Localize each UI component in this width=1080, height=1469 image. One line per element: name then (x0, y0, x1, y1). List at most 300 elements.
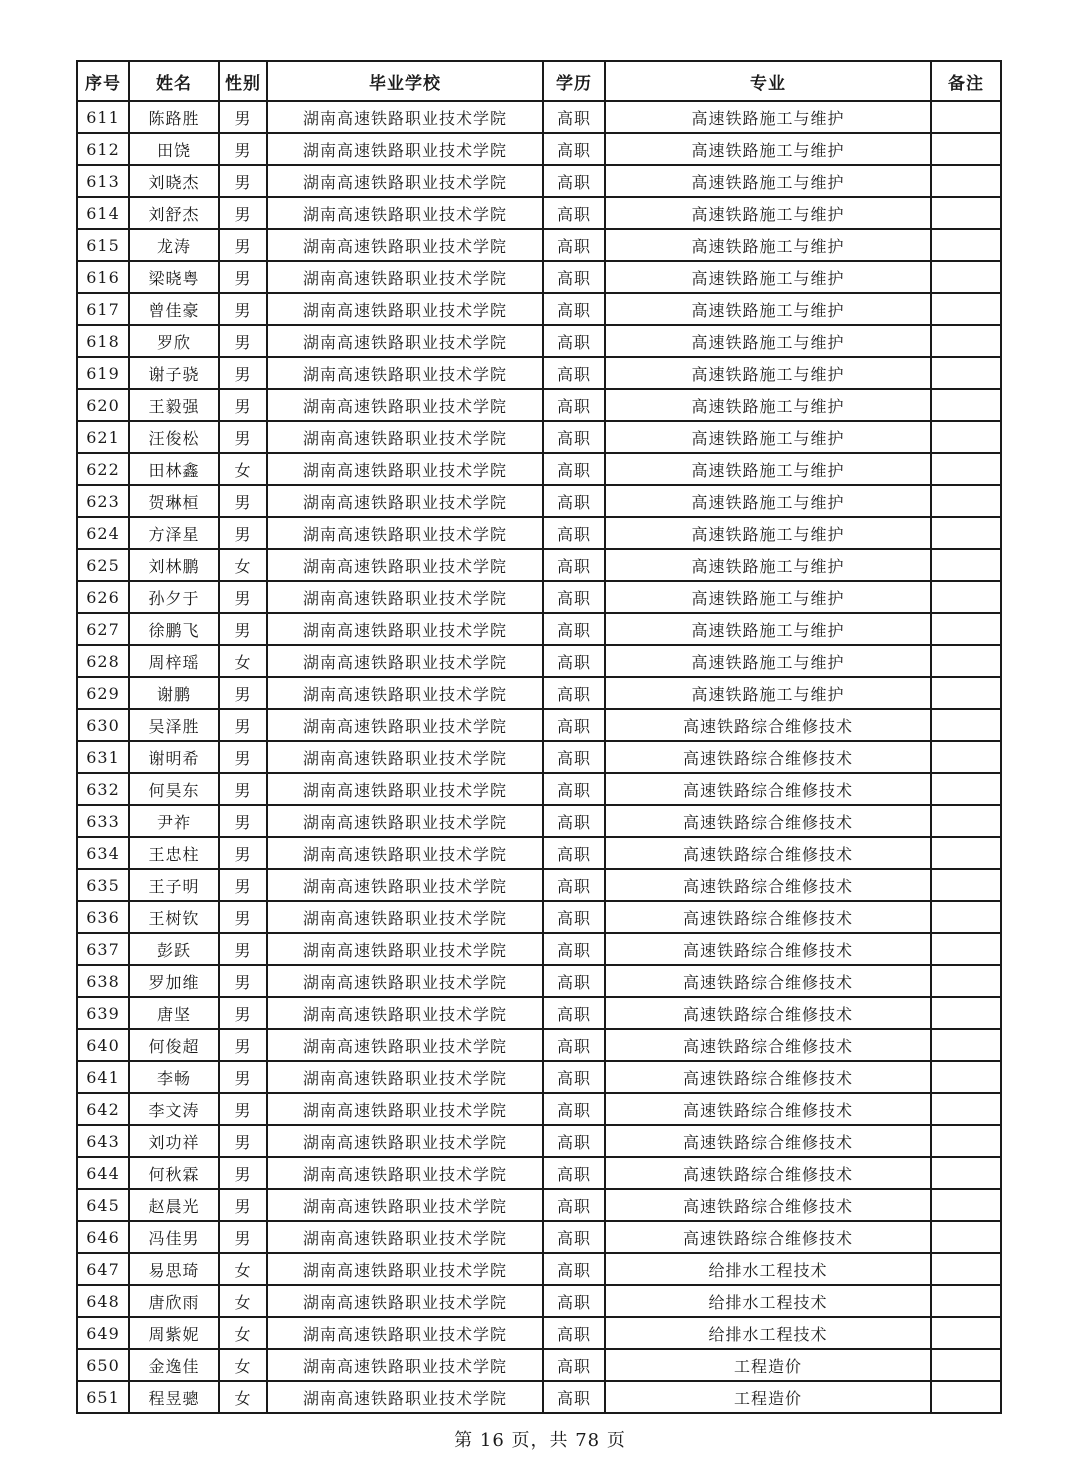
cell-major: 高速铁路综合维修技术 (605, 1157, 931, 1189)
cell-serial: 634 (77, 837, 129, 869)
header-serial: 序号 (77, 61, 129, 101)
cell-school: 湖南高速铁路职业技术学院 (267, 773, 543, 805)
cell-major: 高速铁路施工与维护 (605, 613, 931, 645)
cell-gender: 男 (219, 197, 267, 229)
cell-name: 罗欣 (129, 325, 219, 357)
cell-major: 给排水工程技术 (605, 1317, 931, 1349)
cell-name: 赵晨光 (129, 1189, 219, 1221)
table-row (77, 677, 1001, 709)
table-row (77, 709, 1001, 741)
cell-name: 周梓瑶 (129, 645, 219, 677)
cell-remarks (931, 677, 1001, 709)
cell-school: 湖南高速铁路职业技术学院 (267, 1189, 543, 1221)
cell-name: 刘林鹏 (129, 549, 219, 581)
cell-serial: 614 (77, 197, 129, 229)
cell-name: 曾佳豪 (129, 293, 219, 325)
cell-remarks (931, 933, 1001, 965)
table-header-row (77, 61, 1001, 101)
cell-major: 高速铁路综合维修技术 (605, 741, 931, 773)
cell-education: 高职 (543, 293, 605, 325)
cell-name: 王树钦 (129, 901, 219, 933)
cell-education: 高职 (543, 1285, 605, 1317)
cell-school: 湖南高速铁路职业技术学院 (267, 1317, 543, 1349)
cell-major: 高速铁路施工与维护 (605, 293, 931, 325)
cell-major: 高速铁路施工与维护 (605, 645, 931, 677)
table-row (77, 837, 1001, 869)
cell-school: 湖南高速铁路职业技术学院 (267, 1029, 543, 1061)
cell-gender: 男 (219, 389, 267, 421)
cell-school: 湖南高速铁路职业技术学院 (267, 1349, 543, 1381)
cell-gender: 女 (219, 453, 267, 485)
table-row (77, 293, 1001, 325)
table-row (77, 1157, 1001, 1189)
table-row (77, 1381, 1001, 1413)
cell-education: 高职 (543, 901, 605, 933)
header-remarks: 备注 (931, 61, 1001, 101)
cell-school: 湖南高速铁路职业技术学院 (267, 581, 543, 613)
table-row (77, 261, 1001, 293)
cell-serial: 637 (77, 933, 129, 965)
table-row (77, 229, 1001, 261)
cell-major: 高速铁路施工与维护 (605, 133, 931, 165)
page-number: 第 16 页，共 78 页 (454, 1430, 626, 1451)
cell-education: 高职 (543, 1157, 605, 1189)
cell-education: 高职 (543, 869, 605, 901)
cell-major: 高速铁路施工与维护 (605, 549, 931, 581)
cell-major: 高速铁路施工与维护 (605, 389, 931, 421)
cell-major: 高速铁路综合维修技术 (605, 901, 931, 933)
cell-serial: 638 (77, 965, 129, 997)
cell-serial: 625 (77, 549, 129, 581)
cell-name: 罗加维 (129, 965, 219, 997)
cell-school: 湖南高速铁路职业技术学院 (267, 453, 543, 485)
cell-name: 唐欣雨 (129, 1285, 219, 1317)
cell-name: 彭跃 (129, 933, 219, 965)
cell-serial: 648 (77, 1285, 129, 1317)
cell-remarks (931, 133, 1001, 165)
cell-education: 高职 (543, 133, 605, 165)
cell-remarks (931, 1029, 1001, 1061)
cell-school: 湖南高速铁路职业技术学院 (267, 357, 543, 389)
cell-gender: 男 (219, 837, 267, 869)
cell-name: 尹祚 (129, 805, 219, 837)
cell-education: 高职 (543, 229, 605, 261)
cell-major: 高速铁路施工与维护 (605, 677, 931, 709)
table-row (77, 1349, 1001, 1381)
cell-remarks (931, 1285, 1001, 1317)
cell-name: 王忠柱 (129, 837, 219, 869)
cell-school: 湖南高速铁路职业技术学院 (267, 869, 543, 901)
cell-major: 工程造价 (605, 1349, 931, 1381)
cell-major: 高速铁路施工与维护 (605, 165, 931, 197)
cell-major: 高速铁路施工与维护 (605, 229, 931, 261)
table-row (77, 1285, 1001, 1317)
cell-gender: 男 (219, 293, 267, 325)
cell-name: 王毅强 (129, 389, 219, 421)
cell-major: 高速铁路施工与维护 (605, 421, 931, 453)
cell-serial: 628 (77, 645, 129, 677)
cell-remarks (931, 709, 1001, 741)
cell-remarks (931, 165, 1001, 197)
cell-gender: 男 (219, 1125, 267, 1157)
cell-serial: 639 (77, 997, 129, 1029)
cell-name: 金逸佳 (129, 1349, 219, 1381)
cell-remarks (931, 1381, 1001, 1413)
header-gender: 性别 (219, 61, 267, 101)
cell-gender: 男 (219, 1061, 267, 1093)
cell-serial: 618 (77, 325, 129, 357)
cell-serial: 612 (77, 133, 129, 165)
cell-school: 湖南高速铁路职业技术学院 (267, 997, 543, 1029)
cell-remarks (931, 453, 1001, 485)
cell-remarks (931, 645, 1001, 677)
cell-gender: 女 (219, 1317, 267, 1349)
cell-education: 高职 (543, 101, 605, 133)
cell-major: 高速铁路综合维修技术 (605, 997, 931, 1029)
cell-remarks (931, 1349, 1001, 1381)
table-row (77, 1061, 1001, 1093)
cell-gender: 男 (219, 1029, 267, 1061)
cell-serial: 635 (77, 869, 129, 901)
cell-name: 孙夕于 (129, 581, 219, 613)
cell-remarks (931, 325, 1001, 357)
cell-serial: 646 (77, 1221, 129, 1253)
cell-major: 高速铁路综合维修技术 (605, 965, 931, 997)
table-body (77, 101, 1001, 1413)
cell-gender: 男 (219, 261, 267, 293)
cell-major: 高速铁路综合维修技术 (605, 1189, 931, 1221)
cell-serial: 642 (77, 1093, 129, 1125)
table-row (77, 389, 1001, 421)
cell-name: 李文涛 (129, 1093, 219, 1125)
cell-education: 高职 (543, 997, 605, 1029)
cell-name: 唐坚 (129, 997, 219, 1029)
table-row (77, 581, 1001, 613)
table-row (77, 133, 1001, 165)
cell-major: 高速铁路综合维修技术 (605, 1093, 931, 1125)
cell-education: 高职 (543, 613, 605, 645)
cell-serial: 627 (77, 613, 129, 645)
cell-major: 高速铁路综合维修技术 (605, 1125, 931, 1157)
table-row (77, 933, 1001, 965)
cell-gender: 男 (219, 933, 267, 965)
cell-name: 谢明希 (129, 741, 219, 773)
cell-education: 高职 (543, 581, 605, 613)
cell-remarks (931, 805, 1001, 837)
table-row (77, 1317, 1001, 1349)
cell-education: 高职 (543, 1189, 605, 1221)
cell-school: 湖南高速铁路职业技术学院 (267, 613, 543, 645)
table-row (77, 453, 1001, 485)
cell-remarks (931, 485, 1001, 517)
cell-remarks (931, 1317, 1001, 1349)
cell-serial: 624 (77, 517, 129, 549)
cell-education: 高职 (543, 325, 605, 357)
cell-remarks (931, 229, 1001, 261)
cell-gender: 女 (219, 549, 267, 581)
cell-gender: 男 (219, 165, 267, 197)
cell-gender: 男 (219, 325, 267, 357)
cell-school: 湖南高速铁路职业技术学院 (267, 741, 543, 773)
table-row (77, 549, 1001, 581)
cell-remarks (931, 517, 1001, 549)
cell-remarks (931, 1253, 1001, 1285)
cell-education: 高职 (543, 677, 605, 709)
cell-education: 高职 (543, 549, 605, 581)
cell-gender: 男 (219, 1189, 267, 1221)
cell-name: 陈路胜 (129, 101, 219, 133)
header-school: 毕业学校 (267, 61, 543, 101)
cell-remarks (931, 197, 1001, 229)
cell-school: 湖南高速铁路职业技术学院 (267, 677, 543, 709)
cell-serial: 651 (77, 1381, 129, 1413)
cell-major: 高速铁路施工与维护 (605, 485, 931, 517)
cell-gender: 女 (219, 1253, 267, 1285)
cell-remarks (931, 741, 1001, 773)
cell-remarks (931, 421, 1001, 453)
header-education: 学历 (543, 61, 605, 101)
cell-education: 高职 (543, 261, 605, 293)
cell-remarks (931, 1093, 1001, 1125)
cell-gender: 男 (219, 133, 267, 165)
cell-education: 高职 (543, 645, 605, 677)
table-row (77, 1125, 1001, 1157)
cell-name: 刘功祥 (129, 1125, 219, 1157)
cell-serial: 649 (77, 1317, 129, 1349)
cell-name: 方泽星 (129, 517, 219, 549)
cell-education: 高职 (543, 389, 605, 421)
cell-name: 周紫妮 (129, 1317, 219, 1349)
cell-serial: 645 (77, 1189, 129, 1221)
header-major: 专业 (605, 61, 931, 101)
cell-remarks (931, 389, 1001, 421)
cell-school: 湖南高速铁路职业技术学院 (267, 805, 543, 837)
cell-school: 湖南高速铁路职业技术学院 (267, 133, 543, 165)
cell-serial: 641 (77, 1061, 129, 1093)
cell-name: 冯佳男 (129, 1221, 219, 1253)
cell-remarks (931, 1157, 1001, 1189)
cell-school: 湖南高速铁路职业技术学院 (267, 261, 543, 293)
cell-school: 湖南高速铁路职业技术学院 (267, 933, 543, 965)
cell-serial: 611 (77, 101, 129, 133)
cell-remarks (931, 261, 1001, 293)
cell-remarks (931, 773, 1001, 805)
cell-major: 高速铁路施工与维护 (605, 101, 931, 133)
cell-serial: 636 (77, 901, 129, 933)
cell-gender: 男 (219, 229, 267, 261)
cell-school: 湖南高速铁路职业技术学院 (267, 325, 543, 357)
cell-major: 高速铁路综合维修技术 (605, 869, 931, 901)
cell-major: 工程造价 (605, 1381, 931, 1413)
table-row (77, 965, 1001, 997)
cell-gender: 女 (219, 1381, 267, 1413)
cell-school: 湖南高速铁路职业技术学院 (267, 709, 543, 741)
cell-name: 龙涛 (129, 229, 219, 261)
table-row (77, 165, 1001, 197)
cell-gender: 男 (219, 485, 267, 517)
cell-school: 湖南高速铁路职业技术学院 (267, 1125, 543, 1157)
cell-name: 贺琳桓 (129, 485, 219, 517)
cell-remarks (931, 1061, 1001, 1093)
table-row (77, 901, 1001, 933)
table-row (77, 741, 1001, 773)
cell-major: 高速铁路施工与维护 (605, 453, 931, 485)
cell-education: 高职 (543, 805, 605, 837)
table-row (77, 101, 1001, 133)
cell-school: 湖南高速铁路职业技术学院 (267, 1157, 543, 1189)
cell-gender: 男 (219, 869, 267, 901)
cell-education: 高职 (543, 421, 605, 453)
cell-education: 高职 (543, 357, 605, 389)
cell-school: 湖南高速铁路职业技术学院 (267, 229, 543, 261)
cell-school: 湖南高速铁路职业技术学院 (267, 1285, 543, 1317)
cell-major: 高速铁路综合维修技术 (605, 1221, 931, 1253)
cell-serial: 632 (77, 773, 129, 805)
cell-gender: 女 (219, 1285, 267, 1317)
cell-serial: 640 (77, 1029, 129, 1061)
cell-major: 高速铁路施工与维护 (605, 325, 931, 357)
cell-school: 湖南高速铁路职业技术学院 (267, 837, 543, 869)
cell-name: 何秋霖 (129, 1157, 219, 1189)
cell-gender: 男 (219, 581, 267, 613)
cell-major: 高速铁路综合维修技术 (605, 933, 931, 965)
table-row (77, 197, 1001, 229)
table-row (77, 325, 1001, 357)
cell-serial: 622 (77, 453, 129, 485)
cell-gender: 男 (219, 1221, 267, 1253)
table-row (77, 1253, 1001, 1285)
cell-remarks (931, 101, 1001, 133)
cell-major: 高速铁路施工与维护 (605, 517, 931, 549)
cell-school: 湖南高速铁路职业技术学院 (267, 1093, 543, 1125)
cell-school: 湖南高速铁路职业技术学院 (267, 901, 543, 933)
cell-serial: 613 (77, 165, 129, 197)
cell-school: 湖南高速铁路职业技术学院 (267, 1061, 543, 1093)
cell-school: 湖南高速铁路职业技术学院 (267, 517, 543, 549)
cell-school: 湖南高速铁路职业技术学院 (267, 421, 543, 453)
cell-remarks (931, 1125, 1001, 1157)
table-row (77, 1189, 1001, 1221)
table-row (77, 485, 1001, 517)
cell-education: 高职 (543, 1029, 605, 1061)
cell-major: 高速铁路施工与维护 (605, 197, 931, 229)
cell-education: 高职 (543, 453, 605, 485)
cell-school: 湖南高速铁路职业技术学院 (267, 165, 543, 197)
table-row (77, 773, 1001, 805)
cell-remarks (931, 581, 1001, 613)
cell-gender: 男 (219, 101, 267, 133)
cell-remarks (931, 549, 1001, 581)
cell-serial: 647 (77, 1253, 129, 1285)
cell-name: 谢鹏 (129, 677, 219, 709)
table-row (77, 805, 1001, 837)
cell-name: 谢子骁 (129, 357, 219, 389)
cell-school: 湖南高速铁路职业技术学院 (267, 197, 543, 229)
cell-serial: 630 (77, 709, 129, 741)
cell-school: 湖南高速铁路职业技术学院 (267, 1221, 543, 1253)
cell-education: 高职 (543, 773, 605, 805)
cell-remarks (931, 869, 1001, 901)
cell-major: 高速铁路综合维修技术 (605, 1061, 931, 1093)
cell-major: 给排水工程技术 (605, 1253, 931, 1285)
table-row (77, 1093, 1001, 1125)
cell-education: 高职 (543, 1253, 605, 1285)
cell-gender: 男 (219, 1157, 267, 1189)
cell-school: 湖南高速铁路职业技术学院 (267, 485, 543, 517)
cell-name: 徐鹏飞 (129, 613, 219, 645)
cell-major: 高速铁路施工与维护 (605, 357, 931, 389)
cell-major: 高速铁路综合维修技术 (605, 709, 931, 741)
cell-gender: 男 (219, 613, 267, 645)
cell-education: 高职 (543, 1381, 605, 1413)
cell-school: 湖南高速铁路职业技术学院 (267, 645, 543, 677)
cell-gender: 男 (219, 997, 267, 1029)
cell-gender: 男 (219, 357, 267, 389)
cell-remarks (931, 1189, 1001, 1221)
cell-serial: 644 (77, 1157, 129, 1189)
cell-education: 高职 (543, 1317, 605, 1349)
cell-serial: 615 (77, 229, 129, 261)
cell-school: 湖南高速铁路职业技术学院 (267, 1253, 543, 1285)
cell-remarks (931, 997, 1001, 1029)
cell-education: 高职 (543, 965, 605, 997)
cell-gender: 男 (219, 741, 267, 773)
cell-remarks (931, 1221, 1001, 1253)
table-row (77, 421, 1001, 453)
cell-name: 易思琦 (129, 1253, 219, 1285)
table-row (77, 517, 1001, 549)
cell-remarks (931, 901, 1001, 933)
cell-major: 高速铁路施工与维护 (605, 581, 931, 613)
cell-serial: 629 (77, 677, 129, 709)
cell-education: 高职 (543, 741, 605, 773)
cell-major: 给排水工程技术 (605, 1285, 931, 1317)
cell-name: 刘晓杰 (129, 165, 219, 197)
cell-major: 高速铁路综合维修技术 (605, 1029, 931, 1061)
cell-remarks (931, 613, 1001, 645)
cell-major: 高速铁路综合维修技术 (605, 773, 931, 805)
cell-education: 高职 (543, 197, 605, 229)
cell-name: 刘舒杰 (129, 197, 219, 229)
cell-major: 高速铁路综合维修技术 (605, 837, 931, 869)
cell-name: 田饶 (129, 133, 219, 165)
cell-name: 吴泽胜 (129, 709, 219, 741)
cell-gender: 男 (219, 677, 267, 709)
cell-serial: 650 (77, 1349, 129, 1381)
cell-name: 何俊超 (129, 1029, 219, 1061)
cell-name: 王子明 (129, 869, 219, 901)
cell-school: 湖南高速铁路职业技术学院 (267, 101, 543, 133)
cell-serial: 617 (77, 293, 129, 325)
cell-school: 湖南高速铁路职业技术学院 (267, 293, 543, 325)
cell-name: 田林鑫 (129, 453, 219, 485)
cell-name: 汪俊松 (129, 421, 219, 453)
cell-major: 高速铁路综合维修技术 (605, 805, 931, 837)
cell-serial: 633 (77, 805, 129, 837)
cell-education: 高职 (543, 1349, 605, 1381)
cell-gender: 男 (219, 421, 267, 453)
cell-education: 高职 (543, 837, 605, 869)
cell-name: 程昱骢 (129, 1381, 219, 1413)
cell-serial: 626 (77, 581, 129, 613)
cell-education: 高职 (543, 1061, 605, 1093)
cell-serial: 619 (77, 357, 129, 389)
cell-gender: 男 (219, 773, 267, 805)
table-row (77, 869, 1001, 901)
cell-serial: 621 (77, 421, 129, 453)
cell-remarks (931, 965, 1001, 997)
roster-table (76, 60, 1002, 1414)
